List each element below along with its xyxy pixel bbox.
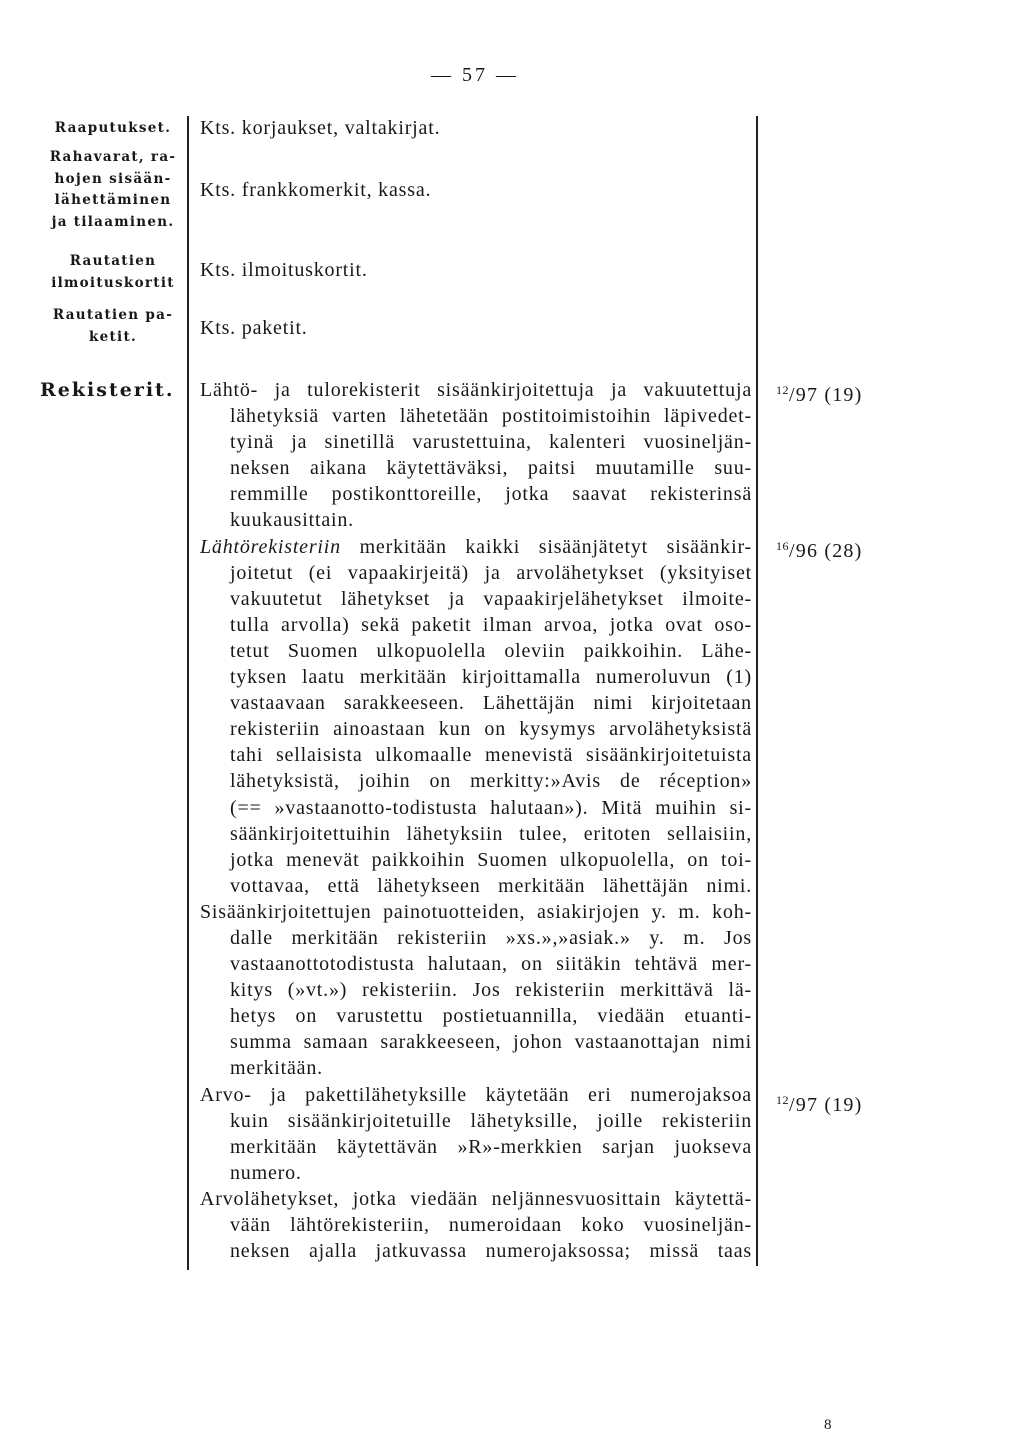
- reference-line: Kts. ilmoituskortit.: [200, 259, 368, 281]
- body-line: jotka menevät paikkoihin Suomen ulkopuolella, on toi-: [230, 848, 752, 871]
- margin-heading-line: hojen sisään-: [54, 170, 172, 187]
- body-line: neksen aikana käytettäväksi, paitsi muutamille suu-: [230, 457, 752, 480]
- body-line: joitetut (ei vapaakirjeitä) ja arvolähetykset (yksityiset: [230, 561, 752, 584]
- reference-line: Kts. korjaukset, valtakirjat.: [200, 117, 441, 139]
- margin-note-text: /97 (19): [789, 1094, 863, 1116]
- margin-note-superscript: 16: [776, 539, 789, 553]
- body-line: hetys on varustettu postietuannilla, viedään etuanti-: [230, 1005, 752, 1028]
- body-line: tetut Suomen ulkopuolella oleviin paikkoihin. Lähe-: [230, 639, 752, 662]
- margin-heading-line: lähettäminen: [54, 192, 172, 208]
- signature-mark: 8: [824, 1417, 832, 1433]
- margin-heading-line: Rautatien pa-: [52, 307, 174, 323]
- margin-heading-line: ilmoituskortit: [51, 274, 175, 291]
- margin-note: [776, 1087, 862, 1118]
- body-line: lähetyksistä, joihin on merkitty:»Avis de réception»: [230, 770, 752, 793]
- reference-line: Kts. paketit.: [200, 317, 308, 339]
- body-line: vään lähtörekisteriin, numeroidaan koko vuosineljän-: [230, 1214, 752, 1236]
- paragraph: [200, 1186, 752, 1264]
- margin-heading-line: Rautatien: [69, 253, 157, 269]
- margin-note-text: /96 (28): [789, 540, 863, 562]
- margin-note: [776, 533, 862, 564]
- paragraph: [200, 899, 752, 1082]
- paragraph: [200, 377, 752, 534]
- body-line: Arvo- ja pakettilähetyksille käytetään eri numerojaksoa: [200, 1083, 752, 1106]
- body-line: [200, 534, 752, 560]
- margin-note-superscript: 12: [776, 1093, 789, 1107]
- section-heading: Rekisterit.: [40, 379, 175, 401]
- body-line: vastaavaan sarakkeeseen. Lähettäjän nimi kirjoitetaan: [230, 692, 752, 715]
- paragraph: [200, 1082, 752, 1186]
- body-text: [200, 377, 752, 1264]
- margin-heading-line: ketit.: [88, 328, 138, 345]
- reference-line: Kts. frankkomerkit, kassa.: [200, 179, 432, 201]
- margin-note: [776, 377, 862, 408]
- body-line: Sisäänkirjoitettujen painotuotteiden, asiakirjojen y. m. koh-: [200, 900, 752, 923]
- left-column-rule: [187, 116, 189, 1270]
- body-line: kuin sisäänkirjoitetuille lähetyksille, joille rekisteriin: [230, 1109, 752, 1132]
- body-line: rekisteriin ainoastaan kun on kysymys arvolähetyksistä: [230, 718, 752, 741]
- body-line: summa samaan sarakkeeseen, johon vastaanottajan nimi: [230, 1031, 752, 1054]
- margin-heading-rautatien-ilmoituskortit: [42, 251, 184, 294]
- italic-term: Lähtörekisteriin: [200, 535, 341, 558]
- body-line: vakuutetut lähetykset ja vapaakirjelähetykset ilmoite-: [230, 587, 752, 610]
- body-line: merkitään käytettävän »R»-merkkien sarjan juokseva: [230, 1135, 752, 1158]
- right-column-rule: [756, 116, 758, 1266]
- margin-heading-raaputukset: [42, 118, 184, 140]
- body-line: kuukausittain.: [230, 509, 354, 532]
- body-line: remmille postikonttoreille, jotka saavat rekisterinsä: [230, 483, 752, 506]
- body-line: tahi sellaisista ulkomaalle menevistä sisäänkirjoitetuista: [230, 744, 752, 767]
- page-number: — 57 —: [431, 64, 519, 86]
- margin-note-text: /97 (19): [789, 384, 863, 406]
- body-line: tyksen laatu merkitään kirjoittamalla numeroluvun (1): [230, 666, 752, 689]
- body-line: dalle merkitään rekisteriin »xs.»,»asiak.» y. m. Jos: [230, 926, 752, 949]
- body-line: tyinä ja sinetillä varustettuina, kalenteri vuosineljän-: [230, 431, 752, 454]
- body-line: neksen ajalla jatkuvassa numerojaksossa; missä taas: [230, 1240, 752, 1263]
- body-line: (== »vastaanotto-todistusta halutaan»). Mitä muihin si-: [230, 796, 752, 819]
- body-line: vastaanottotodistusta halutaan, on siitäkin tehtävä mer-: [230, 953, 752, 976]
- margin-heading-line: Rahavarat, ra-: [49, 149, 177, 165]
- body-line: säänkirjoitettuihin lähetyksiin tulee, eritoten sellaisiin,: [230, 822, 752, 845]
- body-line: numero.: [230, 1161, 302, 1184]
- margin-heading-rahavarat: [42, 147, 184, 233]
- body-line: vottavaa, että lähetykseen merkitään lähettäjän nimi.: [230, 874, 752, 897]
- body-line: kitys (»vt.») rekisteriin. Jos rekisteriin merkittävä lä-: [230, 979, 752, 1002]
- body-line: tulla arvolla) sekä paketit ilman arvoa, jotka ovat oso-: [230, 613, 752, 636]
- body-line-text: merkitään kaikki sisäänjätetyt sisäänkir-: [359, 535, 752, 558]
- margin-note-superscript: 12: [776, 383, 789, 397]
- body-line: lähetyksiä varten lähetetään postitoimistoihin läpivedet-: [230, 405, 752, 428]
- body-line: merkitään.: [230, 1057, 323, 1080]
- margin-heading-rautatien-paketit: [42, 305, 184, 348]
- body-line: Arvolähetykset, jotka viedään neljännesvuosittain käytettä-: [200, 1187, 752, 1210]
- body-line: Lähtö- ja tulorekisterit sisäänkirjoitettuja ja vakuutettuja: [200, 379, 752, 401]
- margin-heading-line: Raaputukset.: [54, 120, 172, 136]
- paragraph: [200, 534, 752, 899]
- margin-heading-line: ja tilaaminen.: [51, 213, 175, 230]
